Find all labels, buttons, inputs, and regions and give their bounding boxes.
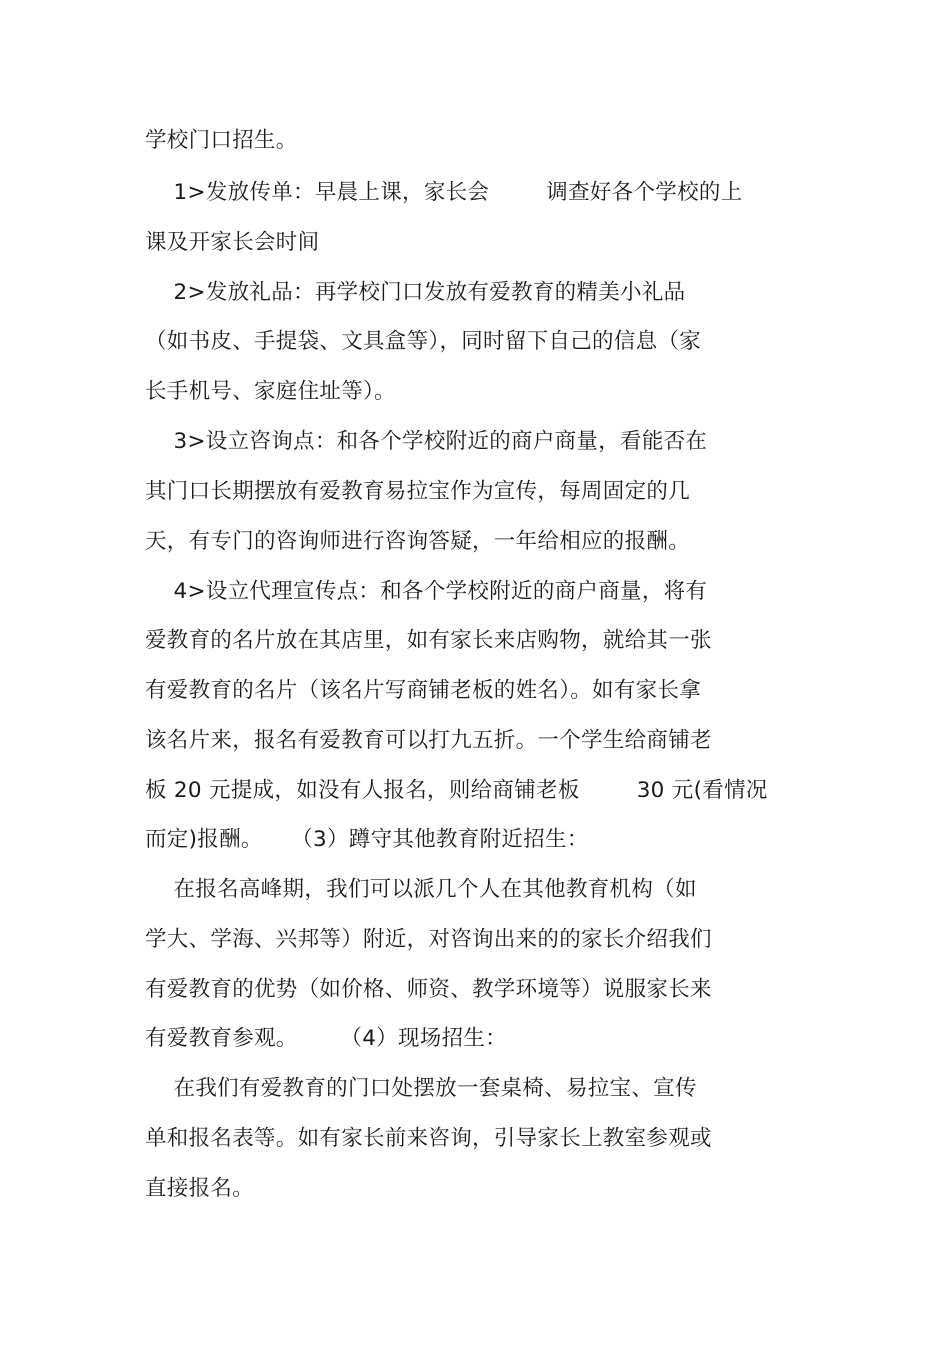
text-line: 天，有专门的咨询师进行咨询答疑，一年给相应的报酬。 [145,529,691,554]
text-line: 爱教育的名片放在其店里，如有家长来店购物，就给其一张 [145,628,712,653]
text-line: 而定)报酬。 （3）蹲守其他教育附近招生： [145,827,589,852]
text-line: 有爱教育的优势（如价格、师资、教学环境等）说服家长来 [145,977,712,1002]
text-line: 3>设立咨询点：和各个学校附近的商户商量，看能否在 [145,429,708,454]
text-line: （如书皮、手提袋、文具盒等），同时留下自己的信息（家 [145,329,702,354]
text-line: 有爱教育的名片（该名片写商铺老板的姓名）。如有家长拿 [145,678,702,703]
text-line: 课及开家长会时间 [145,230,320,255]
text-line: 直接报名。 [145,1176,255,1201]
text-line: 学校门口招生。 [145,128,298,153]
text-line: 单和报名表等。如有家长前来咨询，引导家长上教室参观或 [145,1126,712,1151]
text-line: 2>发放礼品：再学校门口发放有爱教育的精美小礼品 [145,280,686,305]
text-line: 1>发放传单：早晨上课，家长会 调查好各个学校的上 [145,180,743,205]
text-line: 在我们有爱教育的门口处摆放一套桌椅、易拉宝、宣传 [145,1076,697,1101]
text-line: 板 20 元提成，如没有人报名，则给商铺老板 30 元(看情况 [145,778,768,803]
text-line: 该名片来，报名有爱教育可以打九五折。一个学生给商铺老 [145,728,712,753]
text-line: 长手机号、家庭住址等）。 [145,379,396,404]
text-line: 学大、学海、兴邦等）附近，对咨询出来的的家长介绍我们 [145,927,712,952]
text-line: 在报名高峰期，我们可以派几个人在其他教育机构（如 [145,877,697,902]
text-line: 其门口长期摆放有爱教育易拉宝作为宣传，每周固定的几 [145,479,691,504]
text-line: 有爱教育参观。 （4）现场招生： [145,1026,507,1051]
text-line: 4>设立代理宣传点：和各个学校附近的商户商量，将有 [145,579,708,604]
